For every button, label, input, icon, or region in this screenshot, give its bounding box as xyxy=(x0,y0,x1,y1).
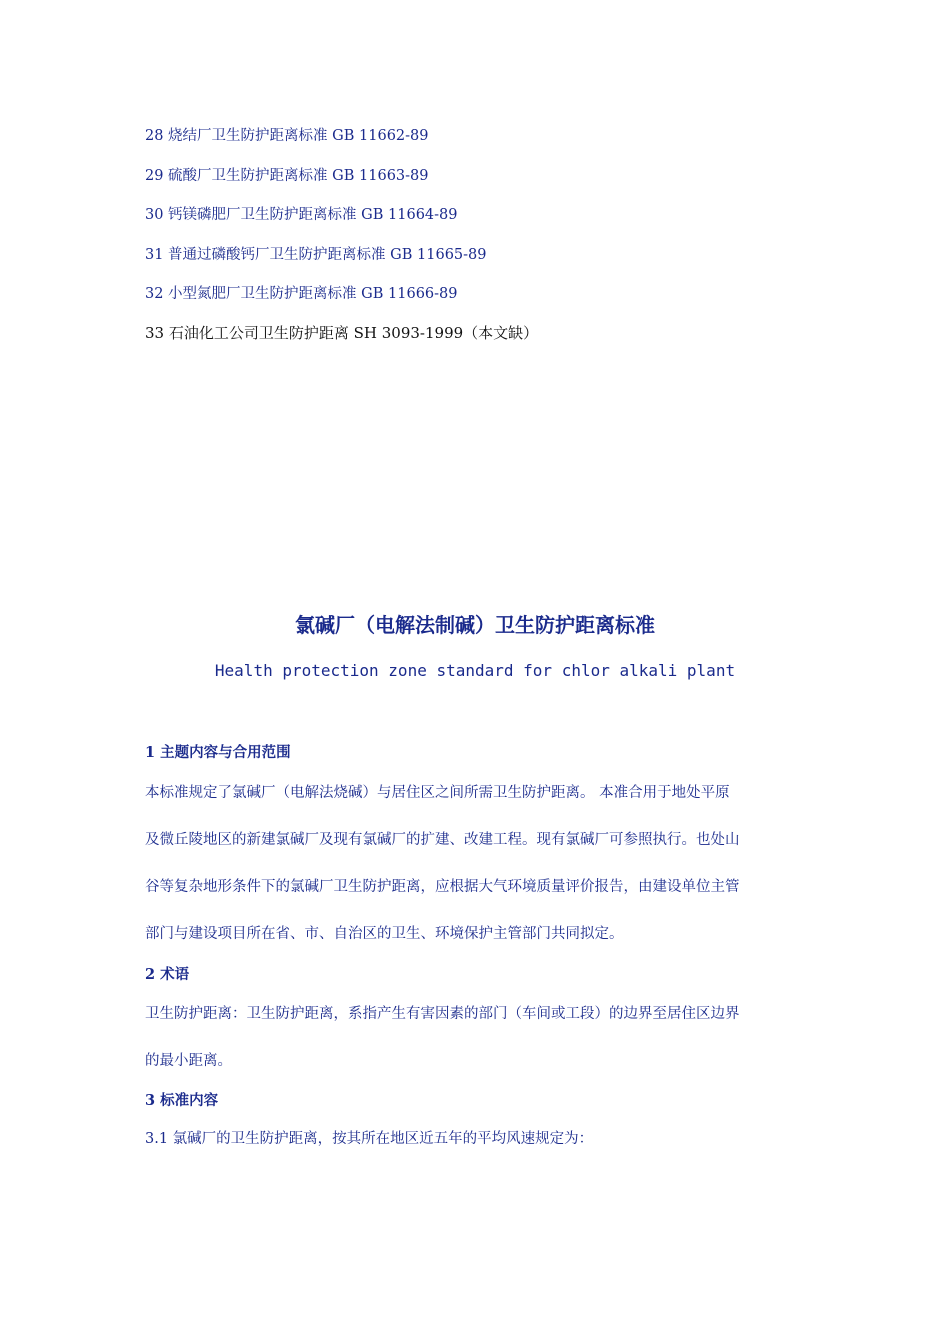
section-heading: 2 术语 xyxy=(145,966,190,983)
list-item: 29 硫酸厂卫生防护距离标准 GB 11663-89 xyxy=(145,168,429,184)
paragraph-line: 及微丘陵地区的新建氯碱厂及现有氯碱厂的扩建、改建工程。现有氯碱厂可参照执行。也处山 xyxy=(145,832,740,848)
paragraph-line: 部门与建设项目所在省、市、自治区的卫生、环境保护主管部门共同拟定。 xyxy=(145,926,624,942)
section-heading: 3 标准内容 xyxy=(145,1092,219,1109)
paragraph-line: 的最小距离。 xyxy=(145,1053,232,1069)
page-title: 氯碱厂（电解法制碱）卫生防护距离标准 xyxy=(295,613,655,637)
list-item: 30 钙镁磷肥厂卫生防护距离标准 GB 11664-89 xyxy=(145,207,458,223)
list-item: 32 小型氮肥厂卫生防护距离标准 GB 11666-89 xyxy=(145,286,458,302)
section-heading: 1 主题内容与合用范围 xyxy=(145,744,291,761)
paragraph-line: 卫生防护距离：卫生防护距离，系指产生有害因素的部门（车间或工段）的边界至居住区边界 xyxy=(145,1006,740,1022)
list-item: 31 普通过磷酸钙厂卫生防护距离标准 GB 11665-89 xyxy=(145,247,487,263)
page-subtitle: Health protection zone standard for chlor alkali plant xyxy=(214,661,736,680)
paragraph-line: 3.1 氯碱厂的卫生防护距离，按其所在地区近五年的平均风速规定为： xyxy=(145,1131,594,1147)
list-item: 28 烧结厂卫生防护距离标准 GB 11662-89 xyxy=(145,128,429,144)
paragraph-line: 谷等复杂地形条件下的氯碱厂卫生防护距离，应根据大气环境质量评价报告，由建设单位主管 xyxy=(145,879,740,895)
list-item: 33 石油化工公司卫生防护距离 SH 3093-1999（本文缺） xyxy=(145,324,539,342)
paragraph-line: 本标准规定了氯碱厂（电解法烧碱）与居住区之间所需卫生防护距离。 本准合用于地处平原 xyxy=(145,785,730,801)
